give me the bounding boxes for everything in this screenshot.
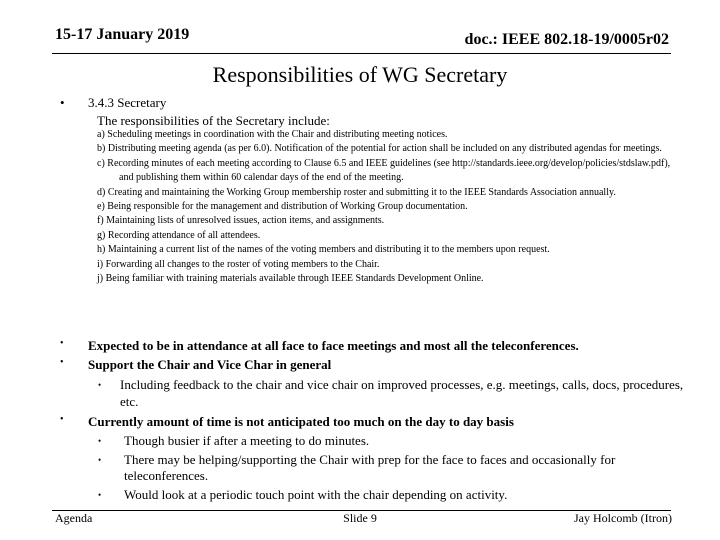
list-item: • Though busier if after a meeting to do minutes. (98, 433, 370, 448)
list-item: j) Being familiar with training materials available through IEEE Standards Development Online. (97, 273, 484, 285)
slide-title: Responsibilities of WG Secretary (212, 62, 508, 87)
point-time: Currently amount of time is not anticipated too much on the day to day basis (88, 414, 514, 429)
list-item: g) Recording attendance of all attendees. (97, 229, 261, 241)
list-item: b) Distributing meeting agenda (as per 6.0). Notification of the potential for action shall be included on any distributed agendas for meetings. (97, 143, 662, 155)
section-intro: The responsibilities of the Secretary include: (97, 113, 330, 128)
bullet-icon: • (60, 414, 64, 425)
list-item: f) Maintaining lists of unresolved issues, action items, and assignments. (97, 215, 385, 227)
bullet-icon: • (60, 95, 65, 110)
list-item: d) Creating and maintaining the Working Group membership roster and submitting it to the IEEE Standards Association annually. (97, 186, 616, 198)
bullet-icon: • (60, 338, 64, 349)
point-attendance: Expected to be in attendance at all face to face meetings and most all the teleconferences. (88, 338, 579, 353)
list-item: e) Being responsible for the management and distribution of Working Group documentation. (97, 201, 468, 213)
section-label: 3.4.3 Secretary (88, 95, 167, 110)
footer-left: Agenda (55, 511, 93, 525)
bullet-icon: • (98, 436, 102, 446)
point-support: Support the Chair and Vice Char in general (88, 357, 332, 372)
bullet-icon: • (98, 380, 102, 390)
list-item: c) Recording minutes of each meeting according to Clause 6.5 and IEEE guidelines (see http://standards.ieee.org/develop/policies/stdslaw.pdf), and publishing them within 60 calendar days of the end of the meeting. (97, 157, 671, 184)
list-item: • Including feedback to the chair and vice chair on improved processes, e.g. meetings, calls, docs, procedures, etc. (98, 377, 684, 409)
header-divider (52, 53, 671, 54)
header-doc-id: doc.: IEEE 802.18-19/0005r02 (464, 31, 669, 48)
list-item: • Would look at a periodic touch point with the chair depending on activity. (98, 486, 508, 502)
bullet-icon: • (98, 489, 102, 500)
list-item: h) Maintaining a current list of the names of the voting members and distributing it to the members upon request. (97, 244, 550, 256)
list-item: • There may be helping/supporting the Chair with prep for the face to faces and occasionally for teleconferences. (98, 451, 616, 483)
time-sublist (98, 433, 690, 503)
responsibility-list (97, 128, 687, 286)
footer-author: Jay Holcomb (Itron) (574, 511, 672, 525)
footer-slide-number: Slide 9 (343, 511, 377, 525)
list-item: a) Scheduling meetings in coordination with the Chair and distributing meeting notices. (97, 129, 448, 140)
header-date: 15-17 January 2019 (55, 26, 190, 43)
bullet-icon: • (60, 357, 64, 368)
bullet-icon: • (98, 454, 102, 465)
list-item: i) Forwarding all changes to the roster of voting members to the Chair. (97, 258, 380, 270)
support-sublist (98, 377, 690, 410)
